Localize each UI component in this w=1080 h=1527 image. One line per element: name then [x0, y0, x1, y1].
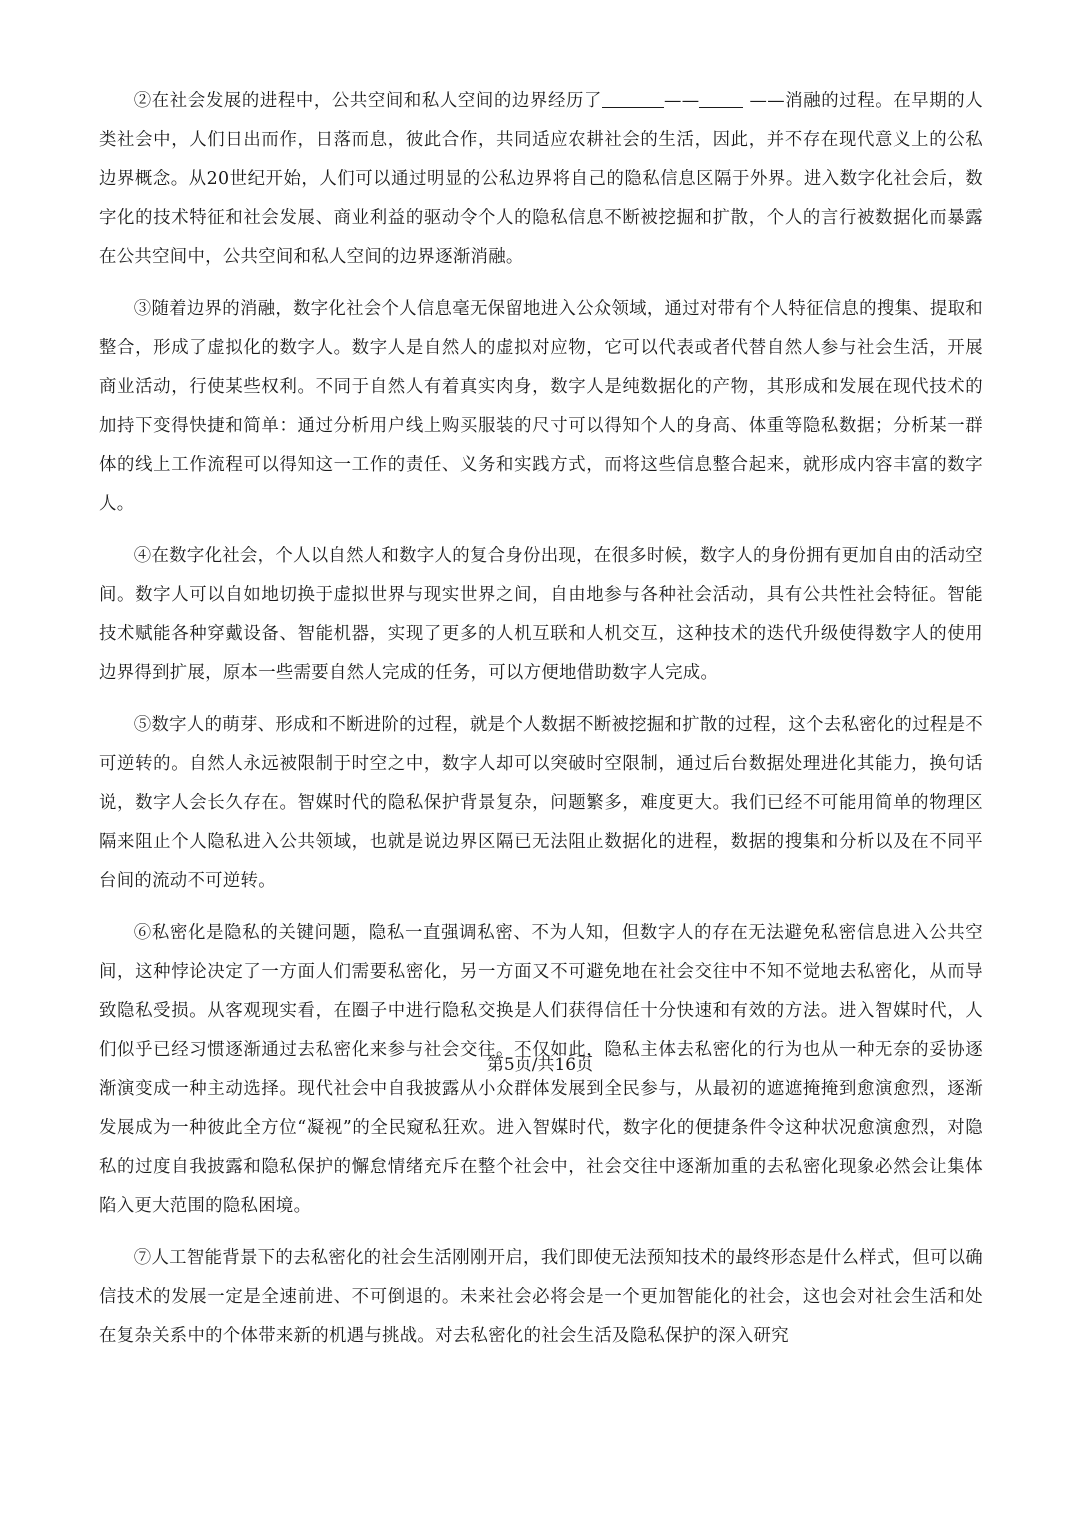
document-body [99, 82, 983, 1369]
paragraph-2-dash: —— [664, 91, 700, 111]
page-number-footer: 第5页/共16页 [486, 1055, 594, 1075]
fill-in-blank-1[interactable] [602, 85, 664, 108]
paragraph-7: ⑦人工智能背景下的去私密化的社会生活刚刚开启，我们即使无法预知技术的最终形态是什么样式，但可以确信技术的发展一定是全速前进、不可倒退的。未来社会必将会是一个更加智能化的社会，这也会对社会生活和处在复杂关系中的个体带来新的机遇与挑战。对去私密化的社会生活及隐私保护的深入研究 [99, 1248, 983, 1346]
paragraph-3: ③随着边界的消融，数字化社会个人信息毫无保留地进入公众领域，通过对带有个人特征信息的搜集、提取和整合，形成了虚拟化的数字人。数字人是自然人的虚拟对应物，它可以代表或者代替自然人参与社会生活，开展商业活动，行使某些权利。不同于自然人有着真实肉身，数字人是纯数据化的产物，其形成和发展在现代技术的加持下变得快捷和简单：通过分析用户线上购买服装的尺寸可以得知个人的身高、体重等隐私数据；分析某一群体的线上工作流程可以得知这一工作的责任、义务和实践方式，而将这些信息整合起来，就形成内容丰富的数字人。 [99, 299, 983, 514]
paragraph-4: ④在数字化社会，个人以自然人和数字人的复合身份出现，在很多时候，数字人的身份拥有更加自由的活动空间。数字人可以自如地切换于虚拟世界与现实世界之间，自由地参与各种社会活动，具有公共性社会特征。智能技术赋能各种穿戴设备、智能机器，实现了更多的人机互联和人机交互，这种技术的迭代升级使得数字人的使用边界得到扩展，原本一些需要自然人完成的任务，可以方便地借助数字人完成。 [99, 546, 983, 683]
paragraph-5: ⑤数字人的萌芽、形成和不断进阶的过程，就是个人数据不断被挖掘和扩散的过程，这个去私密化的过程是不可逆转的。自然人永远被限制于时空之中，数字人却可以突破时空限制，通过后台数据处理进化其能力，换句话说，数字人会长久存在。智媒时代的隐私保护背景复杂，问题繁多，难度更大。我们已经不可能用简单的物理区隔来阻止个人隐私进入公共领域，也就是说边界区隔已无法阻止数据化的进程，数据的搜集和分析以及在不同平台间的流动不可逆转。 [99, 715, 983, 891]
paragraph-6: ⑥私密化是隐私的关键问题，隐私一直强调私密、不为人知，但数字人的存在无法避免私密信息进入公共空间，这种悖论决定了一方面人们需要私密化，另一方面又不可避免地在社会交往中不知不觉地去私密化，从而导致隐私受损。从客观现实看，在圈子中进行隐私交换是人们获得信任十分快速和有效的方法。进入智媒时代，人们似乎已经习惯逐渐通过去私密化来参与社会交往。不仅如此，隐私主体去私密化的行为也从一种无奈的妥协逐渐演变成一种主动选择。现代社会中自我披露从小众群体发展到全民参与，从最初的遮遮掩掩到愈演愈烈，逐渐发展成为一种彼此全方位“凝视”的全民窥私狂欢。进入智媒时代，数字化的便捷条件令这种状况愈演愈烈，对隐私的过度自我披露和隐私保护的懈怠情绪充斥在整个社会中，社会交往中逐渐加重的去私密化现象必然会让集体陷入更大范围的隐私困境。 [99, 923, 983, 1216]
fill-in-blank-2[interactable] [699, 85, 743, 108]
paragraph-2-text-end: ——消融的过程。在早期的人类社会中，人们日出而作，日落而息，彼此合作，共同适应农耕社会的生活，因此，并不存在现代意义上的公私边界概念。从20世纪开始，人们可以通过明显的公私边界将自己的隐私信息区隔于外界。进入数字化社会后，数字化的技术特征和社会发展、商业利益的驱动令个人的隐私信息不断被挖掘和扩散，个人的言行被数据化而暴露在公共空间中，公共空间和私人空间的边界逐渐消融。 [99, 91, 983, 267]
paragraph-2-text-start: ②在社会发展的进程中，公共空间和私人空间的边界经历了 [133, 91, 602, 111]
paragraph-2 [99, 82, 983, 277]
